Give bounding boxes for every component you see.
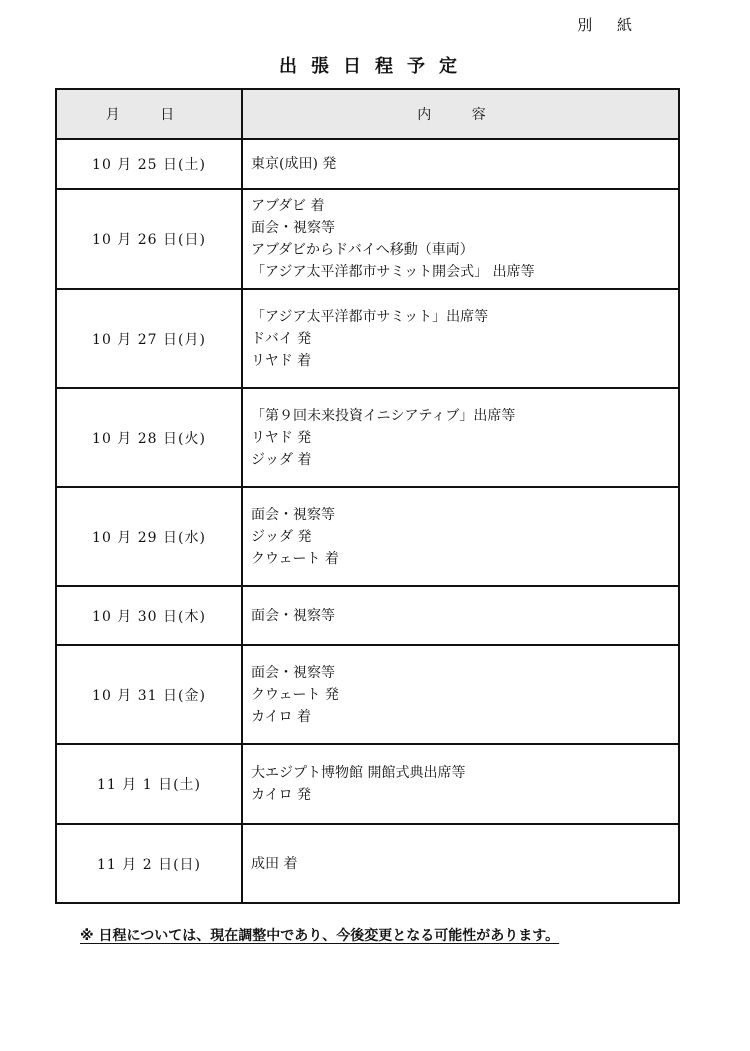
table-row — [56, 289, 679, 388]
table-row — [56, 388, 679, 487]
content-cell — [242, 388, 679, 487]
column-header-date: 月 日 — [56, 89, 242, 139]
date-cell: 10 月 30 日(木) — [56, 586, 242, 645]
content-cell — [242, 139, 679, 189]
document-title: 出張日程予定 — [279, 56, 471, 77]
content-cell — [242, 586, 679, 645]
table-row — [56, 824, 679, 903]
schedule-line: カイロ 発 — [251, 787, 312, 803]
date-cell: 10 月 26 日(日) — [56, 189, 242, 289]
schedule-line: 東京(成田) 発 — [251, 156, 337, 172]
schedule-line: リヤド 着 — [251, 352, 312, 369]
schedule-line: 「アジア太平洋都市サミット開会式」 出席等 — [251, 264, 535, 280]
date-cell: 10 月 28 日(火) — [56, 388, 242, 487]
schedule-line: 面会・視察等 — [251, 506, 335, 523]
schedule-line: 成田 着 — [251, 855, 298, 872]
schedule-line: ジッダ 発 — [251, 528, 312, 545]
table-header-row — [56, 89, 679, 139]
content-cell — [242, 744, 679, 824]
schedule-table — [55, 88, 680, 904]
schedule-line: アブダビからドバイへ移動（車両） — [251, 242, 474, 258]
date-cell: 11 月 1 日(土) — [56, 744, 242, 824]
table-row — [56, 487, 679, 586]
schedule-line: ドバイ 発 — [251, 330, 312, 347]
schedule-line: クウェート 着 — [251, 550, 339, 567]
content-cell — [242, 824, 679, 903]
schedule-line: 大エジプト博物館 開館式典出席等 — [251, 765, 466, 781]
date-cell: 10 月 27 日(月) — [56, 289, 242, 388]
date-cell: 10 月 31 日(金) — [56, 645, 242, 744]
table-row — [56, 645, 679, 744]
schedule-line: 「アジア太平洋都市サミット」出席等 — [251, 308, 489, 325]
table-row — [56, 189, 679, 289]
content-cell — [242, 289, 679, 388]
content-cell — [242, 189, 679, 289]
schedule-line: 面会・視察等 — [251, 607, 335, 624]
table-row — [56, 139, 679, 189]
table-row — [56, 744, 679, 824]
date-cell: 10 月 25 日(土) — [56, 139, 242, 189]
attachment-label: 別 紙 — [577, 16, 642, 34]
schedule-line: リヤド 発 — [251, 429, 312, 446]
schedule-line: クウェート 発 — [251, 686, 339, 703]
schedule-line: ジッダ 着 — [251, 451, 312, 468]
content-cell — [242, 645, 679, 744]
column-header-content: 内 容 — [242, 89, 679, 139]
schedule-line: 面会・視察等 — [251, 220, 335, 236]
schedule-line: 面会・視察等 — [251, 664, 335, 681]
date-cell: 10 月 29 日(水) — [56, 487, 242, 586]
schedule-line: 「第９回未来投資イニシアティブ」出席等 — [251, 407, 516, 424]
schedule-line: カイロ 着 — [251, 708, 312, 725]
schedule-note: ※ 日程については、現在調整中であり、今後変更となる可能性があります。 — [80, 928, 560, 944]
content-cell — [242, 487, 679, 586]
schedule-line: アブダビ 着 — [251, 198, 325, 214]
date-cell: 11 月 2 日(日) — [56, 824, 242, 903]
table-row — [56, 586, 679, 645]
